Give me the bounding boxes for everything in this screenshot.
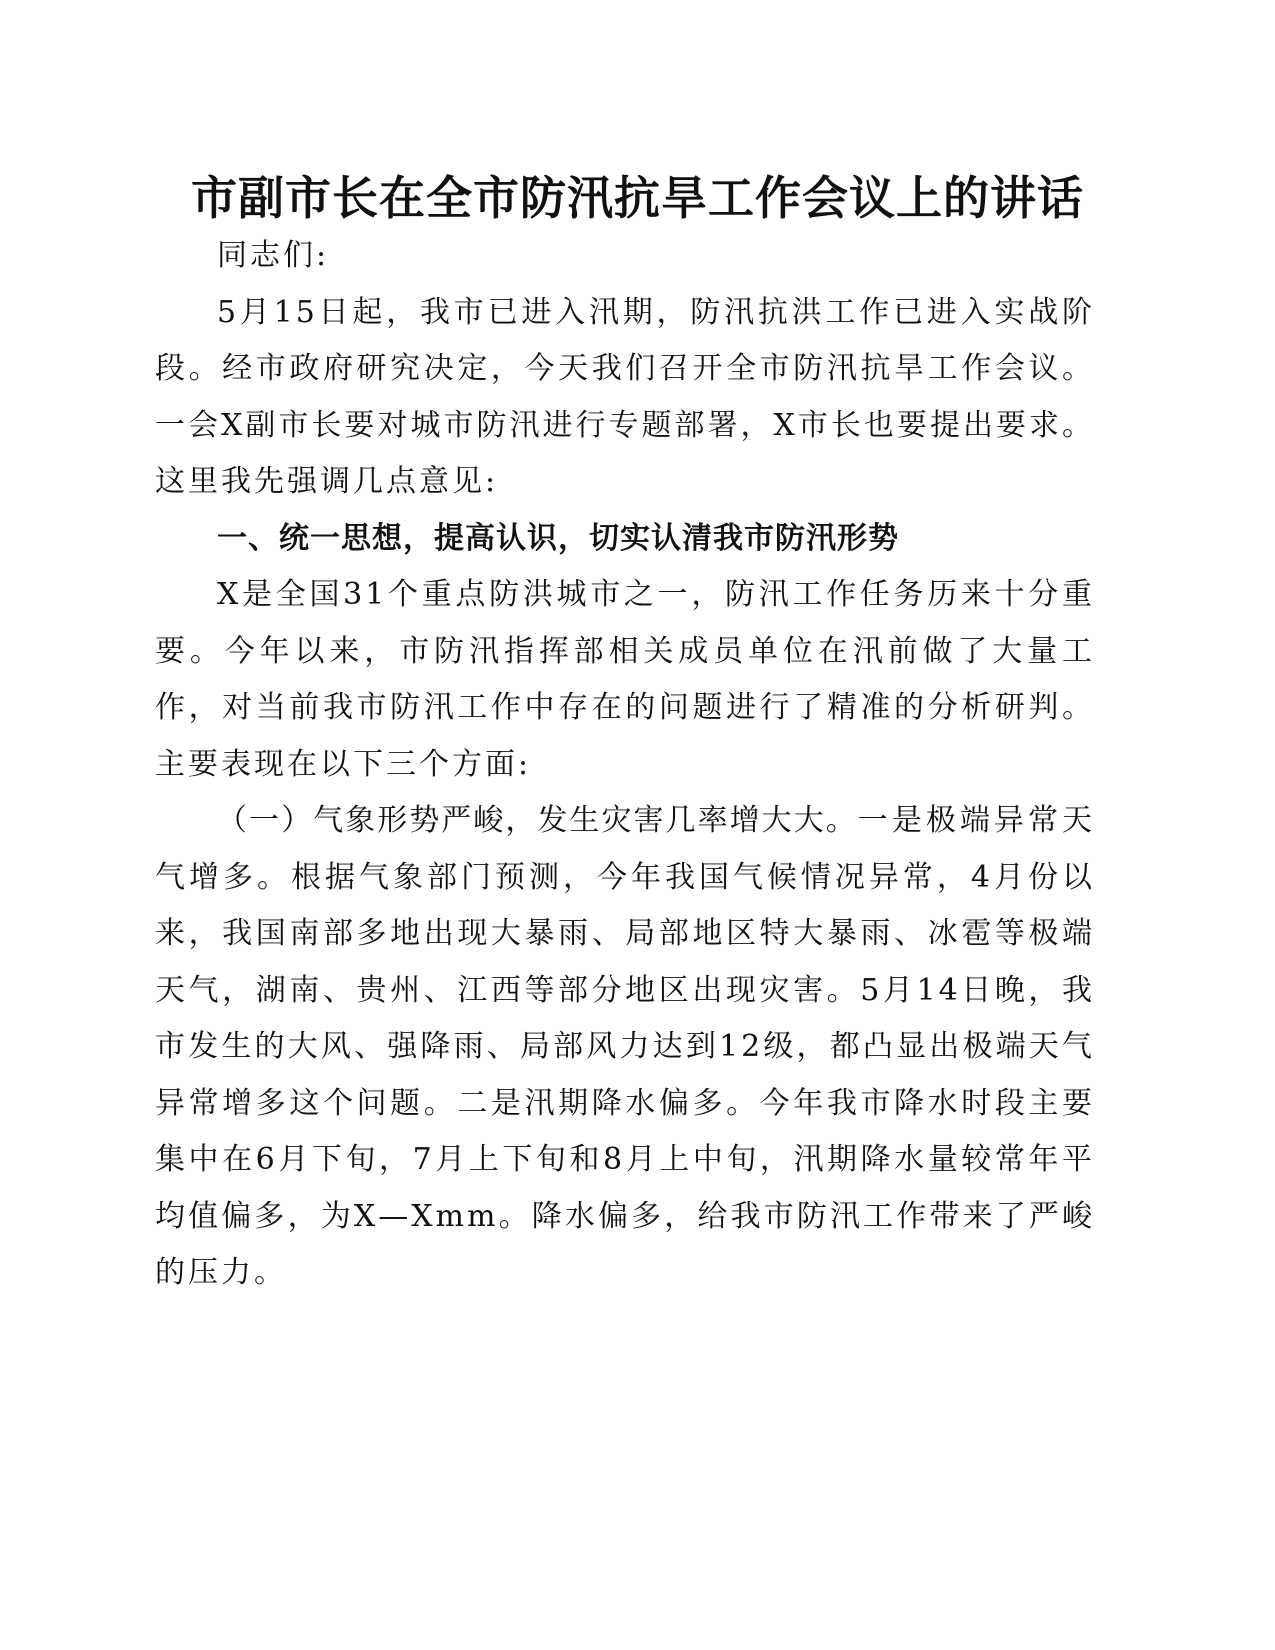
subsection-heading-1: （一）气象形势严峻，发生灾害几率增大大。: [217, 803, 858, 838]
document-title: 市副市长在全市防汛抗旱工作会议上的讲话: [191, 171, 1084, 225]
section-paragraph-1: X是全国31个重点防洪城市之一，防汛工作任务历来十分重要。今年以来，市防汛指挥部相关成员单位在汛前做了大量工作，对当前我市防汛工作中存在的问题进行了精准的分析研判。主要表现在以下三个方面:: [155, 577, 1095, 782]
document-body: [155, 228, 1095, 1302]
salutation: 同志们:: [217, 238, 330, 273]
subsection-text-1: 一是极端异常天气增多。根据气象部门预测，今年我国气候情况异常，4月份以来，我国南部多地出现大暴雨、局部地区特大暴雨、冰雹等极端天气，湖南、贵州、江西等部分地区出现灾害。5月14日晚，我市发生的大风、强降雨、局部风力达到12级，都凸显出极端天气异常增多这个问题。二是汛期降水偏多。今年我市降水时段主要集中在6月下旬，7月上下旬和8月上中旬，汛期降水量较常年平均值偏多，为X—Xmm。降水偏多，给我市防汛工作带来了严峻的压力。: [155, 803, 1096, 1290]
section-heading-1: 一、统一思想，提高认识，切实认清我市防汛形势: [217, 520, 899, 556]
subsection-paragraph-1: [155, 793, 1095, 1302]
intro-paragraph: 5月15日起，我市已进入汛期，防汛抗洪工作已进入实战阶段。经市政府研究决定，今天我们召开全市防汛抗旱工作会议。一会X副市长要对城市防汛进行专题部署，X市长也要提出要求。这里我先强调几点意见:: [155, 294, 1095, 499]
